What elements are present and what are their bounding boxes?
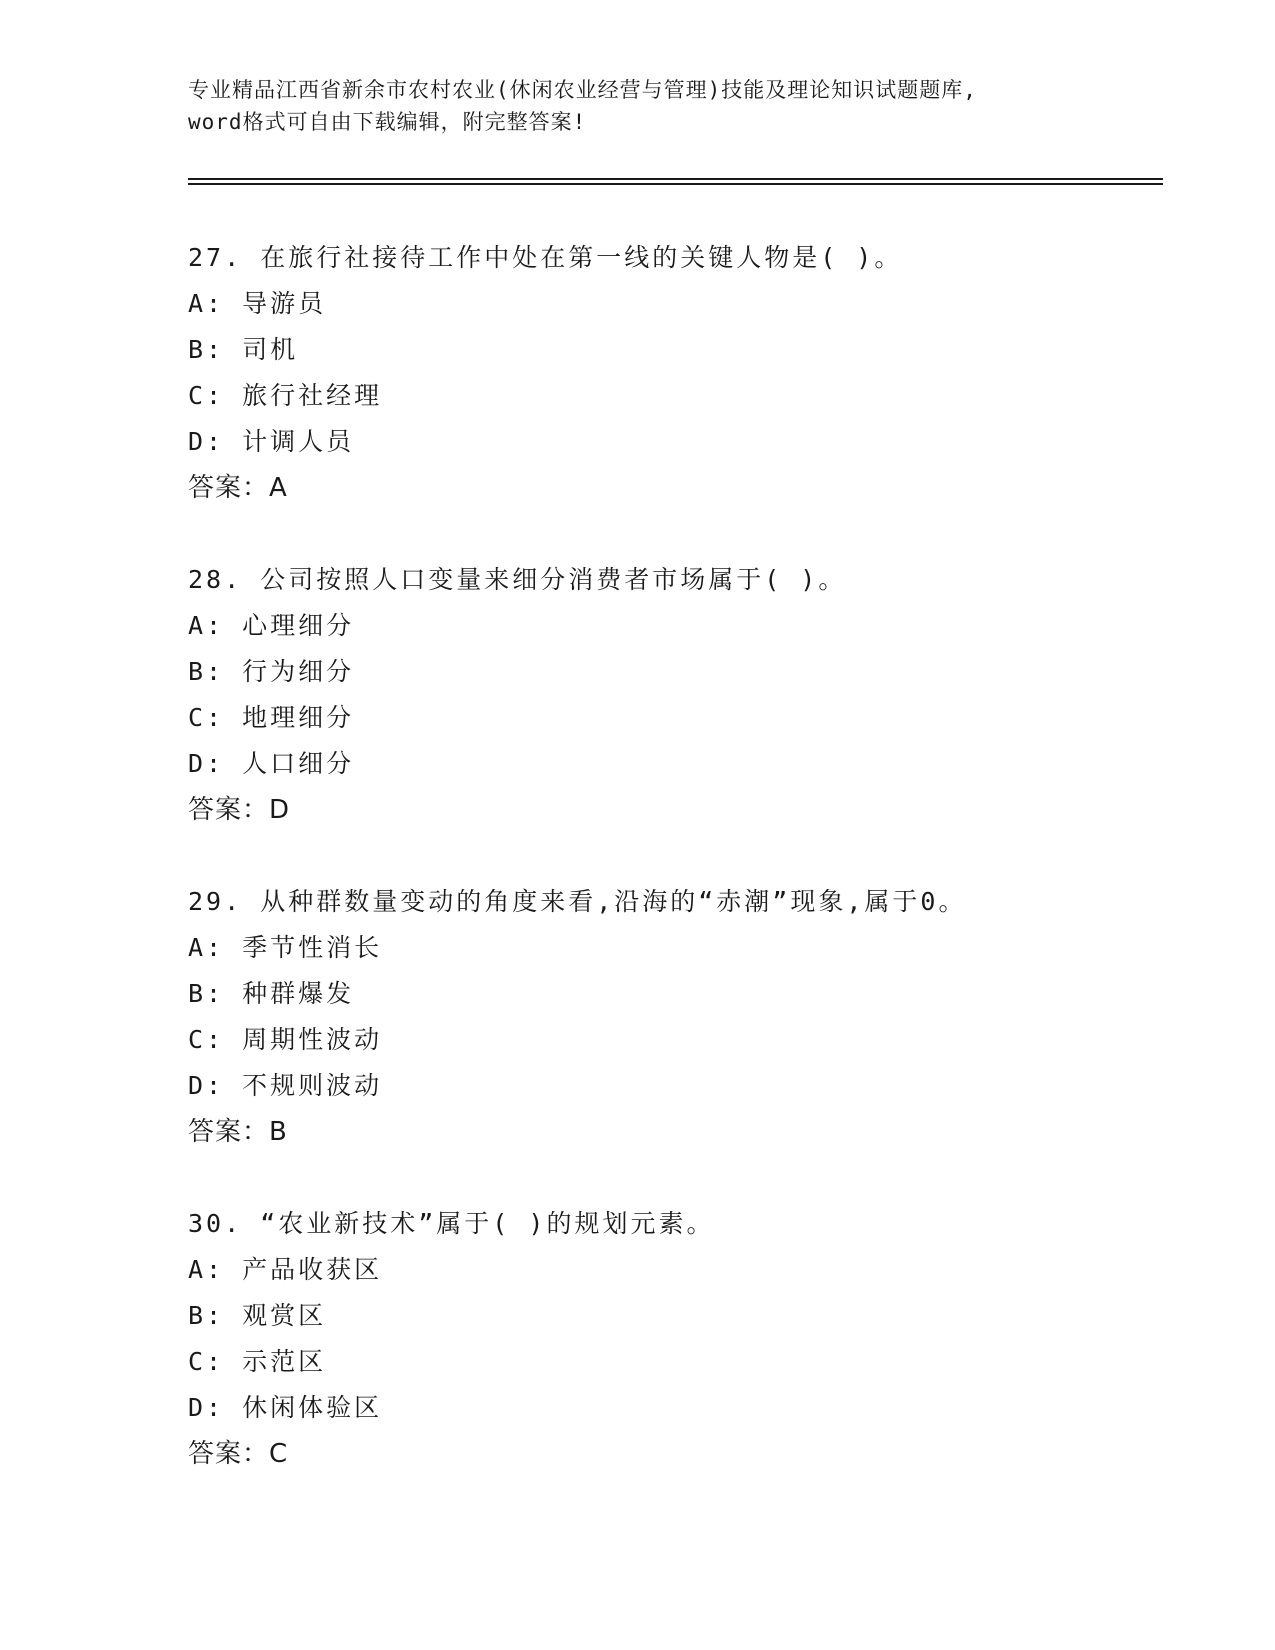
option-c: C: 旅行社经理 [188, 381, 383, 410]
option-b: B: 司机 [188, 335, 299, 364]
question-stem: 28. 公司按照人口变量来细分消费者市场属于( )。 [188, 565, 847, 594]
document-header [188, 74, 1088, 138]
question-27 [188, 242, 1148, 504]
option-d: D: 计调人员 [188, 427, 355, 456]
answer: 答案：A [188, 473, 288, 503]
header-line-2: word格式可自由下载编辑，附完整答案! [188, 110, 587, 134]
option-d: D: 不规则波动 [188, 1071, 383, 1100]
question-stem: 27. 在旅行社接待工作中处在第一线的关键人物是( )。 [188, 243, 903, 272]
question-29 [188, 886, 1148, 1148]
question-stem: 29. 从种群数量变动的角度来看,沿海的“赤潮”现象,属于0。 [188, 887, 967, 916]
answer: 答案：B [188, 1117, 288, 1147]
option-a: A: 产品收获区 [188, 1255, 383, 1284]
option-c: C: 地理细分 [188, 703, 355, 732]
option-c: C: 周期性波动 [188, 1025, 383, 1054]
header-divider-bottom [188, 183, 1163, 185]
question-stem: 30. “农业新技术”属于( )的规划元素。 [188, 1209, 715, 1238]
header-line-1: 专业精品江西省新余市农村农业(休闲农业经营与管理)技能及理论知识试题题库, [188, 78, 977, 102]
option-b: B: 行为细分 [188, 657, 355, 686]
header-divider-top [188, 178, 1163, 180]
option-d: D: 休闲体验区 [188, 1393, 383, 1422]
option-b: B: 种群爆发 [188, 979, 355, 1008]
question-28 [188, 564, 1148, 826]
option-d: D: 人口细分 [188, 749, 355, 778]
option-a: A: 季节性消长 [188, 933, 383, 962]
answer: 答案：D [188, 795, 291, 825]
option-a: A: 心理细分 [188, 611, 355, 640]
option-a: A: 导游员 [188, 289, 327, 318]
option-c: C: 示范区 [188, 1347, 327, 1376]
option-b: B: 观赏区 [188, 1301, 327, 1330]
answer: 答案：C [188, 1439, 289, 1469]
question-30 [188, 1208, 1148, 1470]
